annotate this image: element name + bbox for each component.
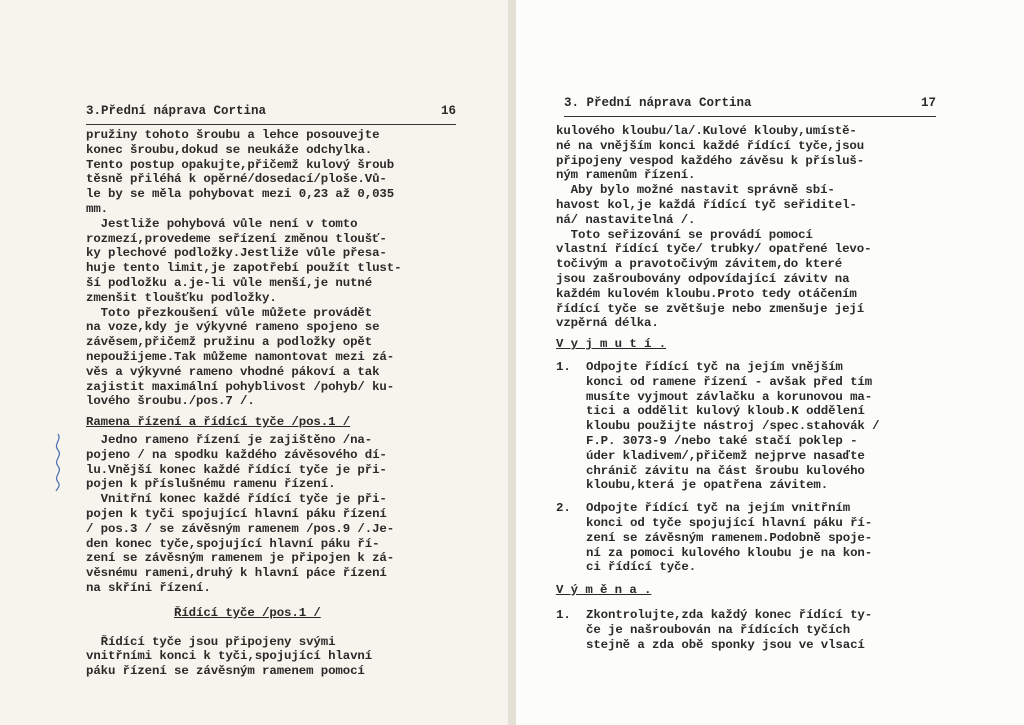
- text-line: konci od ramene řízení - avšak před tím: [586, 374, 873, 389]
- text-line: každém kulovém kloubu.Proto tedy otáčením: [556, 286, 857, 301]
- page-header: [564, 96, 936, 117]
- text-line: F.P. 3073-9 /nebo také stačí poklep -: [586, 433, 858, 448]
- section-heading-replace: V ý m ě n a .: [556, 583, 652, 598]
- text-line: mm.: [86, 201, 109, 216]
- text-line: ná/ nastavitelná /.: [556, 212, 696, 227]
- text-line: nepoužijeme.Tak můžeme namontovat mezi zá-: [86, 349, 395, 364]
- text-line: če je našroubován na řídících tyčích: [586, 622, 851, 637]
- text-line: na voze,kdy je výkyvné rameno spojeno se: [86, 320, 380, 335]
- text-line: stejně a zda obě sponky jsou ve vlsací: [586, 637, 865, 652]
- item-number: 1.: [556, 359, 571, 374]
- text-line: zmenšit tloušťku podložky.: [86, 290, 277, 305]
- text-line: závěsem,přičemž pružinu a podložky opět: [86, 335, 373, 350]
- text-line: Aby bylo možné nastavit správně sbí-: [556, 183, 835, 198]
- text-line: ší podložku a.je-li vůle menší,je nutné: [86, 275, 373, 290]
- right-page: [516, 0, 1024, 725]
- page-number: 17: [920, 96, 936, 110]
- text-line: zení se závěsným ramenem je připojen k zá-: [86, 551, 395, 566]
- text-line: lu.Vnější konec každé řídící tyče je při-: [86, 462, 387, 477]
- text-line: Odpojte řídící tyč na jejím vnějším: [586, 359, 843, 374]
- text-line: ní za pomoci kulového kloubu je na kon-: [586, 545, 873, 560]
- text-line: Vnitřní konec každé řídící tyče je při-: [86, 492, 387, 507]
- text-line: Řídící tyče jsou připojeny svými: [86, 634, 336, 649]
- page-gutter: [508, 0, 516, 725]
- text-line: Odpojte řídící tyč na jejím vnitřním: [586, 501, 851, 516]
- header-title: 3. Přední náprava Cortina: [564, 96, 752, 110]
- page-number: 16: [440, 104, 456, 118]
- section-heading-remove: V y j m u t í .: [556, 337, 667, 352]
- subheading: Řídící tyče /pos.1 /: [174, 605, 321, 620]
- item-number: 1.: [556, 607, 571, 622]
- text-line: ky plechové podložky.Jestliže vůle přesa-: [86, 246, 387, 261]
- page-header: [86, 104, 456, 125]
- text-line: kloubu,která je opatřena závitem.: [586, 478, 829, 493]
- text-line: Jedno rameno řízení je zajištěno /na-: [86, 432, 373, 447]
- left-text-block: [86, 128, 486, 679]
- text-line: vnitřními konci k tyči,spojující hlavní: [86, 649, 373, 664]
- section-heading: Ramena řízení a řídící tyče /pos.1 /: [86, 415, 351, 430]
- text-line: připojeny vespod každého závěsu k přísluš-: [556, 153, 865, 168]
- text-line: pružiny tohoto šroubu a lehce posouvejte: [86, 128, 380, 142]
- text-line: rozmezí,provedeme seřízení změnou tloušť-: [86, 231, 387, 246]
- text-line: pojeno / na spodku každého závěsového dí-: [86, 447, 387, 462]
- text-line: le by se měla pohybovat mezi 0,23 až 0,035: [86, 187, 395, 202]
- text-line: na skříni řízení.: [86, 580, 211, 595]
- text-line: ci řídící tyče.: [586, 560, 697, 575]
- text-line: kloubu použijte nástroj /spec.stahovák /: [586, 419, 880, 434]
- text-line: huje tento limit,je zapotřebí použít tlust-: [86, 261, 402, 276]
- list-item: [556, 501, 996, 575]
- text-line: Toto seřizování se provádí pomocí: [556, 227, 813, 242]
- text-line: točivým a pravotočivým závitem,do které: [556, 257, 843, 272]
- text-line: jsou zašroubovány odpovídající závitv na: [556, 271, 850, 286]
- text-line: věsnému rameni,druhý k hlavní páce řízení: [86, 566, 387, 581]
- text-line: Tento postup opakujte,přičemž kulový šroub: [86, 157, 395, 172]
- text-line: né na vnějším konci každé řídící tyče,jsou: [556, 138, 865, 153]
- list-item: [556, 360, 996, 493]
- text-line: havost kol,je každá řídící tyč seřiditel-: [556, 197, 857, 212]
- text-line: Jestliže pohybová vůle není v tomto: [86, 216, 358, 231]
- right-text-block: [556, 124, 996, 652]
- text-line: pojen k příslušnému ramenu řízení.: [86, 477, 336, 492]
- header-title: 3.Přední náprava Cortina: [86, 104, 267, 118]
- text-line: den konec tyče,spojující hlavní páku ří-: [86, 536, 380, 551]
- text-line: lového šroubu./pos.7 /.: [86, 394, 255, 409]
- handwritten-margin-mark: [50, 432, 66, 492]
- text-line: ným ramenům řízení.: [556, 168, 696, 183]
- text-line: Toto přezkoušení vůle můžete provádět: [86, 305, 373, 320]
- text-line: úder kladivem/,přičemž nejprve nasaďte: [586, 448, 865, 463]
- text-line: musíte vyjmout závlačku a korunovou ma-: [586, 389, 873, 404]
- text-line: páku řízení se závěsným ramenem pomocí: [86, 664, 365, 679]
- text-line: vlastní řídící tyče/ trubky/ opatřené levo-: [556, 242, 872, 257]
- list-item: [556, 608, 996, 652]
- item-number: 2.: [556, 501, 571, 516]
- text-line: věs a výkyvné rameno vhodné pákoví a tak: [86, 364, 380, 379]
- text-line: zení se závěsným ramenem.Podobně spoje-: [586, 530, 873, 545]
- text-line: těsně přiléhá k opěrné/dosedací/ploše.Vů-: [86, 172, 387, 187]
- text-line: pojen k tyči spojující hlavní páku řízení: [86, 506, 387, 521]
- text-line: konci od tyče spojující hlavní páku ří-: [586, 515, 873, 530]
- text-line: tici a oddělit kulový kloub.K oddělení: [586, 404, 865, 419]
- text-line: řídící tyče se zvětšuje nebo zmenšuje její: [556, 301, 865, 316]
- text-line: Zkontrolujte,zda každý konec řídící ty-: [586, 607, 873, 622]
- text-line: zajistit maximální pohyblivost /pohyb/ ku-: [86, 379, 395, 394]
- left-page: [0, 0, 508, 725]
- text-line: chránič závitu na část šroubu kulového: [586, 463, 865, 478]
- text-line: konec šroubu,dokud se neukáže odchylka.: [86, 142, 373, 157]
- text-line: vzpěrná délka.: [556, 316, 659, 331]
- text-line: kulového kloubu/la/.Kulové klouby,umístě-: [556, 124, 857, 138]
- text-line: / pos.3 / se závěsným ramenem /pos.9 /.Je-: [86, 521, 395, 536]
